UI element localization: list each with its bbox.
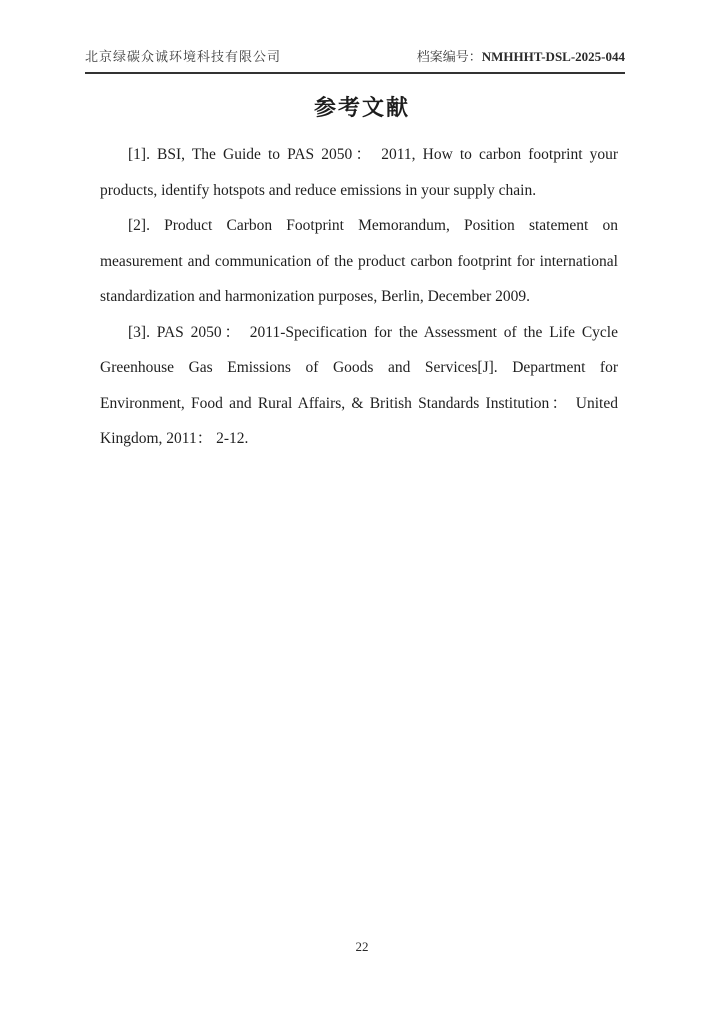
header-company-name: 北京绿碳众诚环境科技有限公司 [85, 49, 282, 64]
header-doc-value: NMHHHT-DSL-2025-044 [481, 49, 625, 64]
references-section [100, 137, 618, 457]
reference-item-2: [2]. Product Carbon Footprint Memorandum, Position statement on measurement and communication of the product carbon footprint for international standardization and harmonization purposes, Berlin, December 2009. [100, 217, 618, 305]
page-title: 参考文献 [313, 95, 410, 120]
page-header [85, 46, 625, 74]
page-number: 22 [355, 939, 369, 954]
reference-item-1: [1]. BSI, The Guide to PAS 2050： 2011, How to carbon footprint your products, identify hotspots and reduce emissions in your supply chain. [100, 146, 618, 199]
reference-item-3: [3]. PAS 2050： 2011-Specification for the Assessment of the Life Cycle Greenhouse Gas Emissions of Goods and Services[J]. Department for Environment, Food and Rural Affairs, & British Standards Institution： United Kingdom, 2011： 2-12. [100, 323, 618, 447]
page-footer [0, 939, 724, 955]
header-doc-label: 档案编号： [416, 49, 482, 64]
header-doc-number [417, 46, 625, 65]
